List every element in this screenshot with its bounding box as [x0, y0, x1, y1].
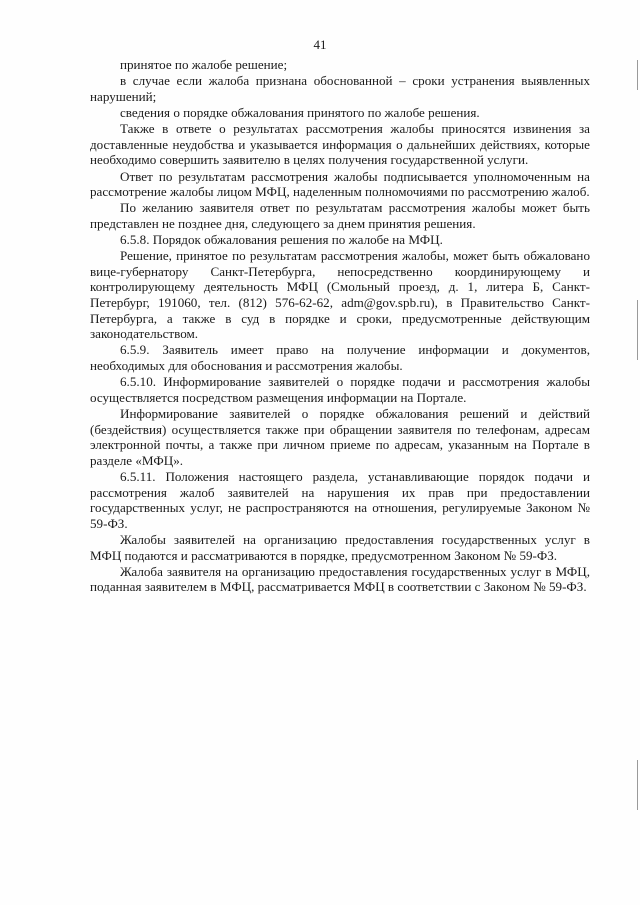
paragraph-4: Также в ответе о результатах рассмотрения жалобы приносятся извинения за доставленные неудобства и указывается информация о дальнейших действиях, которые необходимо совершить заявителю в целях получения государственной услуги. [90, 121, 590, 168]
document-body [90, 57, 590, 596]
paragraph-6: По желанию заявителя ответ по результатам рассмотрения жалобы может быть представлен не позднее дня, следующего за днем принятия решения. [90, 200, 590, 231]
paragraph-12: 6.5.11. Положения настоящего раздела, устанавливающие порядок подачи и рассмотрения жалоб заявителей на нарушения их прав при предоставлении государственных услуг, не распространяются на отношения, регулируемые Законом № 59-ФЗ. [90, 468, 590, 531]
paragraph-5: Ответ по результатам рассмотрения жалобы подписывается уполномоченным на рассмотрение жалобы лицом МФЦ, наделенным полномочиями по рассмотрению жалоб. [90, 168, 590, 200]
paragraph-2: в случае если жалоба признана обоснованной – сроки устранения выявленных нарушений; [90, 73, 590, 104]
page-number: 41 [313, 37, 327, 52]
paragraph-14: Жалоба заявителя на организацию предоставления государственных услуг в МФЦ, поданная заявителем в МФЦ, рассматривается МФЦ в соответствии с Законом № 59-ФЗ. [90, 563, 590, 595]
paragraph-9: 6.5.9. Заявитель имеет право на получение информации и документов, необходимых для обоснования и рассмотрения жалобы. [90, 342, 590, 374]
paragraph-10: 6.5.10. Информирование заявителей о порядке подачи и рассмотрения жалобы осуществляется посредством размещения информации на Портале. [90, 374, 590, 405]
paragraph-11: Информирование заявителей о порядке обжалования решений и действий (бездействия) осуществляется также при обращении заявителя по телефонам, адресам электронной почты, а также при личном приеме по адресам, указанным на Портале в разделе «МФЦ». [90, 406, 590, 468]
paragraph-7: 6.5.8. Порядок обжалования решения по жалобе на МФЦ. [120, 232, 443, 248]
scan-edge-mark [637, 300, 638, 360]
paragraph-1: принятое по жалобе решение; [120, 57, 288, 72]
paragraph-13: Жалобы заявителей на организацию предоставления государственных услуг в МФЦ подаются и рассматриваются в порядке, предусмотренном Законом № 59-ФЗ. [90, 531, 590, 563]
paragraph-3: сведения о порядке обжалования принятого по жалобе решения. [120, 104, 480, 120]
scan-edge-mark [637, 760, 638, 810]
scan-edge-mark [637, 60, 638, 90]
paragraph-8: Решение, принятое по результатам рассмотрения жалобы, может быть обжаловано вице-губернатору Санкт-Петербурга, непосредственно координирующему и контролирующему деятельность МФЦ (Смольный проезд, д. 1, литера Б, Санкт-Петербург, 191060, тел. (812) 576-62-62, adm@gov.spb.ru), в Правительство Санкт-Петербурга, а также в суд в порядке и сроки, предусмотренные действующим законодательством. [90, 248, 590, 342]
